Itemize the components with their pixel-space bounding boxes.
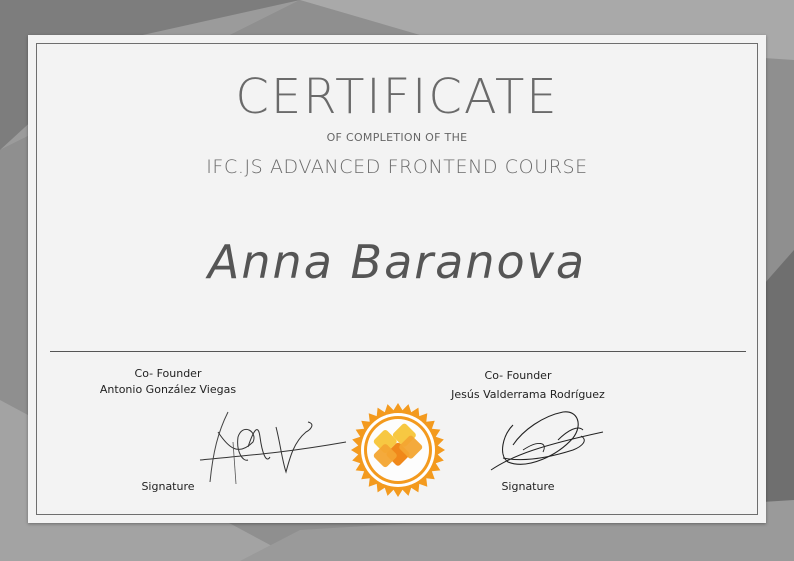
certificate-title: CERTIFICATE [235,69,559,125]
ifcjs-logo-seal-icon [350,402,446,498]
signature-label: Signature [141,480,195,493]
certificate-subtitle: OF COMPLETION OF THE [326,131,468,144]
signatory-role: Co- Founder [134,367,202,380]
signature-left-image [198,402,348,492]
course-name: IFC.JS ADVANCED FRONTEND COURSE [206,156,588,178]
signatory-role: Co- Founder [484,369,552,382]
signature-label: Signature [501,480,555,493]
divider-line [50,351,746,352]
recipient-name: Anna Baranova [207,235,587,289]
signatory-name: Jesús Valderrama Rodríguez [451,388,605,401]
signature-right-image [483,400,613,475]
certificate-card [28,35,766,523]
signatory-name: Antonio González Viegas [99,383,237,396]
